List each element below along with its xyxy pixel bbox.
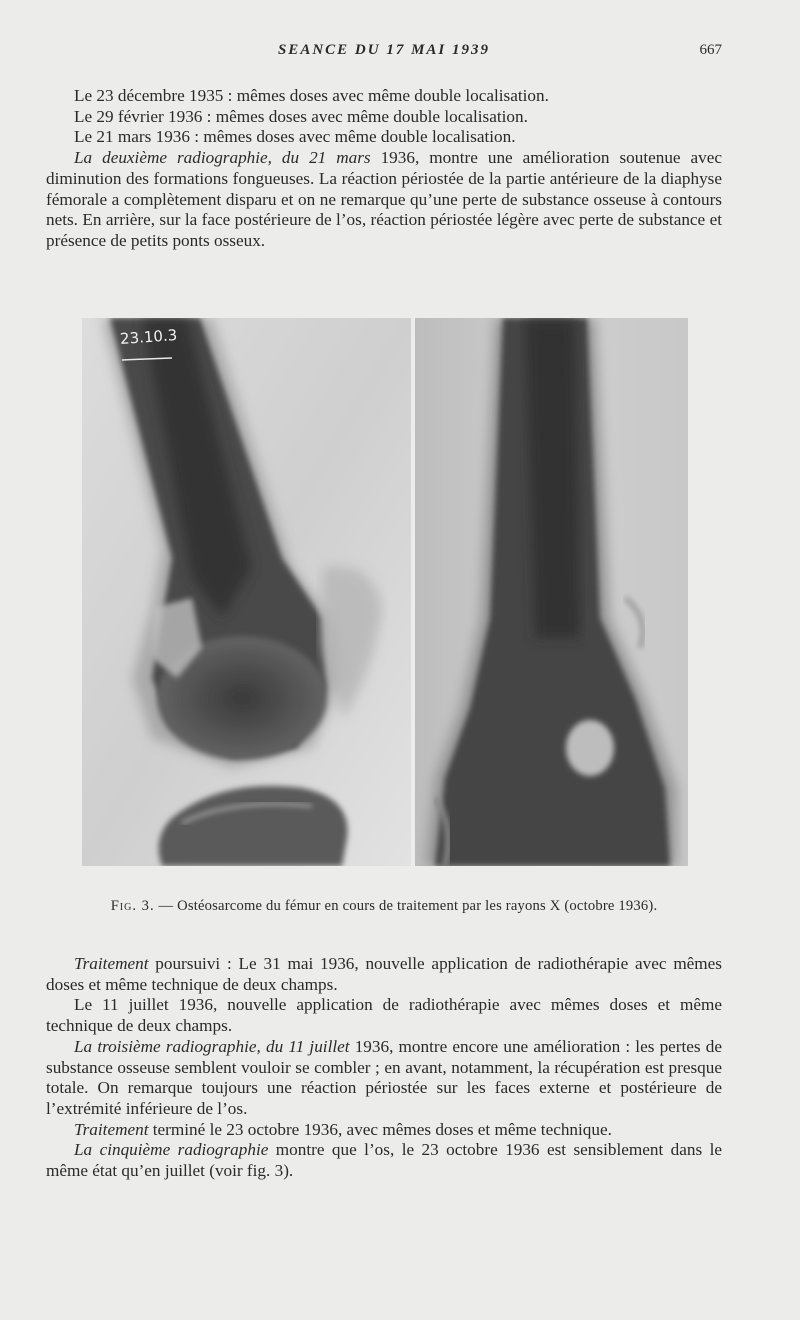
- treatment-continued-body: poursuivi : Le 31 mai 1936, nouvelle application de radiothérapie avec mêmes doses et même technique de deux champs.: [46, 954, 722, 994]
- second-radiograph-body: 1936, montre une amélioration soutenue avec diminution des formations fongueuses. La réaction périostée de la partie antérieure de la diaphyse fémorale a complètement disparu et on ne remarque qu’une perte de substance osseuse à contours nets. En arrière, sur la face postérieure de l’os, réaction périostée légère avec perte de substance et présence de petits ponts osseux.: [46, 148, 723, 250]
- radiograph-date-stamp: 23.10.3: [119, 326, 178, 348]
- xray-lateral-view: [82, 318, 411, 866]
- second-radiograph-lead: La deuxième radiographie, du 21 mars: [74, 148, 371, 168]
- fifth-radiograph-body: montre que l’os, le 23 octobre 1936 est sensiblement dans le même état qu’en juillet (voir fig. 3).: [46, 1140, 722, 1181]
- treatment-continued-paragraph: [46, 954, 722, 995]
- running-title: SEANCE DU 17 MAI 1939: [277, 42, 491, 58]
- treatment-line-december: Le 23 décembre 1935 : mêmes doses avec même double localisation.: [74, 86, 549, 105]
- figure-label: Fig. 3.: [110, 898, 155, 914]
- page-header: [46, 42, 722, 64]
- third-radiograph-lead: La troisième radiographie, du 11 juillet: [74, 1036, 350, 1056]
- bottom-text-block: [46, 954, 722, 1182]
- figure-3: [82, 318, 688, 866]
- fifth-radiograph-paragraph: [46, 1140, 722, 1181]
- treatment-line-february: Le 29 février 1936 : mêmes doses avec même double localisation.: [74, 106, 528, 126]
- treatment-finished-body: terminé le 23 octobre 1936, avec mêmes doses et même technique.: [148, 1119, 612, 1139]
- fifth-radiograph-lead: La cinquième radiographie: [74, 1140, 269, 1160]
- second-radiograph-paragraph: [46, 148, 722, 252]
- treatment-continued-lead: Traitement: [74, 954, 149, 973]
- third-radiograph-body: 1936, montre encore une amélioration : les pertes de substance osseuse semblent vouloir se combler ; en avant, notamment, la récupération est presque totale. On remarque toujours une réaction périostée sur les faces externe et postérieure de l’extrémité inférieure de l’os.: [46, 1036, 722, 1118]
- figure-caption: [46, 898, 722, 915]
- treatment-line-march: Le 21 mars 1936 : mêmes doses avec même double localisation.: [74, 127, 516, 147]
- figure-caption-text: — Ostéosarcome du fémur en cours de traitement par les rayons X (octobre 1936).: [154, 898, 658, 914]
- xray-frontal-view: [415, 318, 688, 866]
- third-radiograph-paragraph: [46, 1037, 722, 1120]
- treatment-finished-lead: Traitement: [74, 1119, 149, 1139]
- july-application-paragraph: Le 11 juillet 1936, nouvelle application de radiothérapie avec mêmes doses et même technique de deux champs.: [46, 995, 722, 1036]
- page-number: 667: [699, 42, 722, 58]
- treatment-finished-paragraph: [46, 1120, 722, 1141]
- top-text-block: [46, 86, 722, 252]
